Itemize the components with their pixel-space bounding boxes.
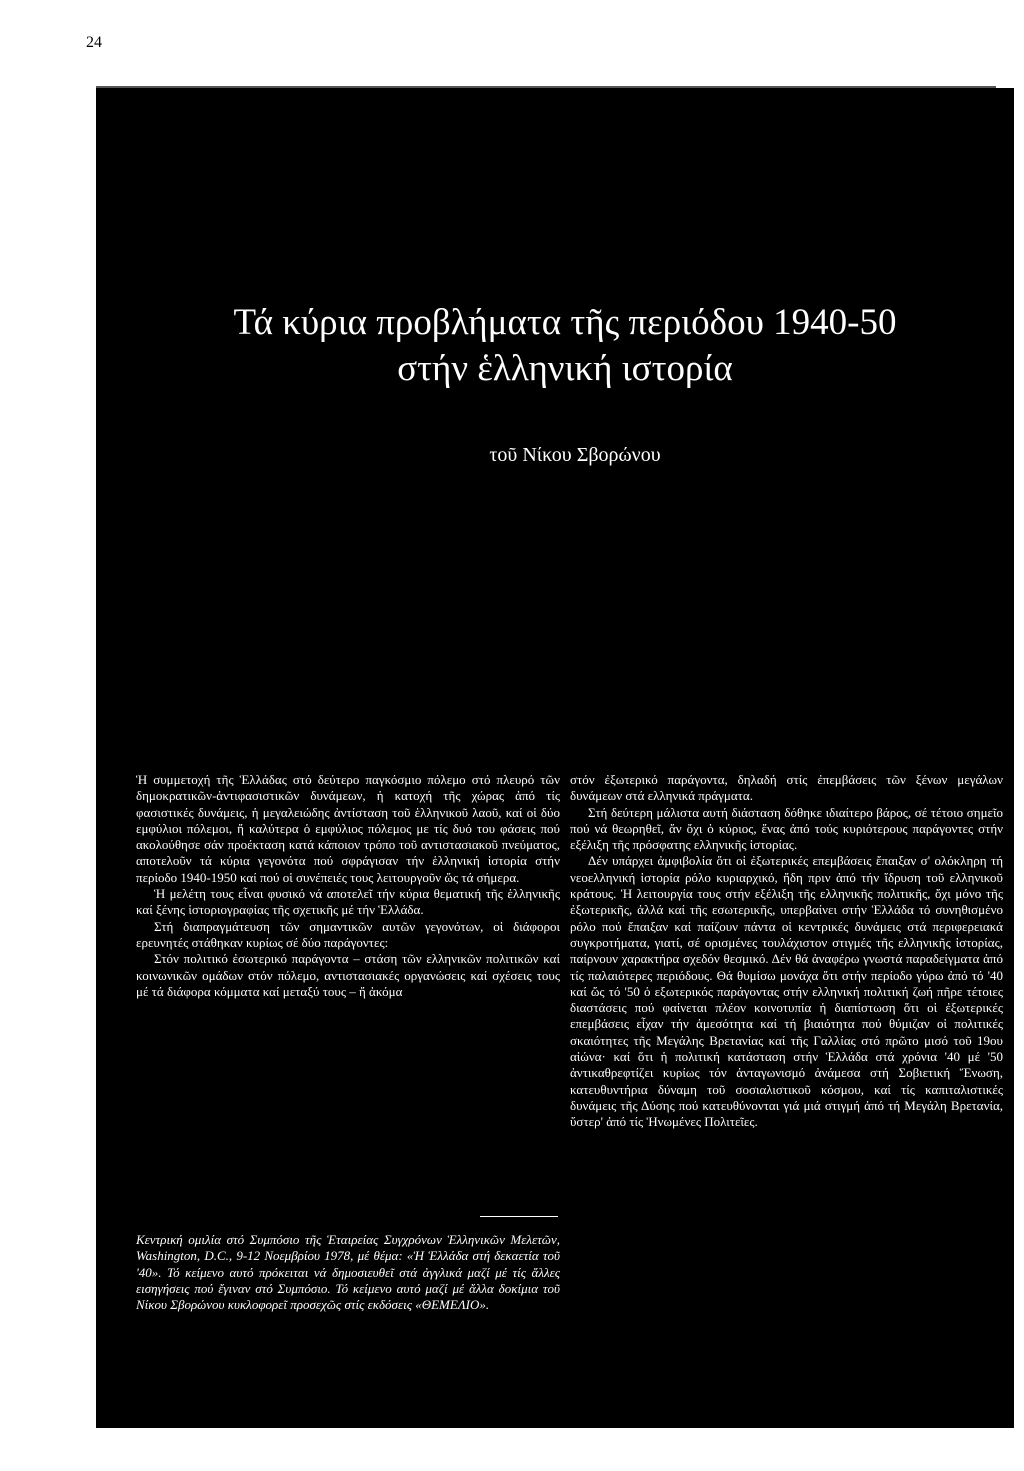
paragraph: Στή δεύτερη μάλιστα αυτή διάσταση δόθηκε ιδιαίτερο βάρος, σέ τέτοιο σημεῖο πού νά θεωρηθεῖ, ἄν ὄχι ὁ κύριος, ἕνας ἀπό τούς κυριότερους παράγοντες στήν εξέλιξη τῆς πρόσφατης ελληνικῆς ἱστορίας.	[570, 804, 1003, 853]
paragraph: Δέν υπάρχει ἀμφιβολία ὅτι οἱ ἐξωτερικές επεμβάσεις ἔπαιξαν σ' ολόκληρη τή νεοελληνική ἱστορία ρόλο κυριαρχικό, ἤδη πριν ἀπό τήν ἵδρυση τοῦ ελληνικοῦ κράτους. Ἡ λειτουργία τους στήν εξέλιξη τῆς ελληνικῆς πολιτικῆς, ὄχι μόνο τῆς ἐξωτερικῆς, ἀλλά καί τῆς εσωτερικῆς, υπερβαίνει στήν Ἑλλάδα τό συνηθισμένο ρόλο πού ἔπαιξαν καί παίζουν πάντα οἱ κεντρικές δυνάμεις στά περιφερειακά συγκροτήματα, γιατί, σέ ορισμένες τουλάχιστον στιγμές τῆς ελληνικῆς ἱστορίας, παίρνουν χαρακτήρα σχεδόν θεσμικό. Δέν θά ἀναφέρω γνωστά παραδείγματα ἀπό τίς παλαιότερες περιόδους. Θά θυμίσω μονάχα ὅτι στήν περίοδο γύρω ἀπό τό '40 καί ὥς τό '50 ὁ εξωτερικός παράγοντας στήν ελληνική πολιτική ζωή πῆρε τέτοιες διαστάσεις πού φαίνεται πλέον κοινοτυπία ἡ διαπίστωση ὅτι οἱ ἐξωτερικές επεμβάσεις εἶχαν τήν ἀμεσότητα καί τή βιαιότητα πού θύμιζαν οἱ πολιτικές σκαιότητες τῆς Μεγάλης Βρετανίας καί τῆς Γαλλίας στό πρῶτο μισό τοῦ 19ου αἰώνα· καί ὅτι ἡ πολιτική κατάσταση στήν Ἑλλάδα στά χρόνια '40 μέ '50 ἀντικαθρεφτίζει κυρίως τόν ἀνταγωνισμό ἀνάμεσα στή Σοβιετική Ἕνωση, κατευθυντήρια δύναμη τοῦ σοσιαλιστικοῦ κόσμου, καί τίς καπιταλιστικές δυνάμεις τῆς Δύσης πού κατευθύνονται γιά μιά στιγμή ἀπό τή Μεγάλη Βρετανία, ὕστερ' ἀπό τίς Ἡνωμένες Πολιτεῖες.	[570, 853, 1003, 1130]
paragraph: Ἡ συμμετοχή τῆς Ἑλλάδας στό δεύτερο παγκόσμιο πόλεμο στό πλευρό τῶν δημοκρατικῶν-ἀντιφασιστικῶν δυνάμεων, ἡ κατοχή τῆς χώρας ἀπό τίς φασιστικές δυνάμεις, ἡ μεγαλειώδης ἀντίσταση τοῦ ἑλληνικοῦ λαοῦ, καί οἱ δύο εμφύλιοι πόλεμοι, ἤ καλύτερα ὁ εμφύλιος πόλεμος με τίς δυό του φάσεις πού ακολούθησε σάν προέκταση κατά κάποιον τρόπο τοῦ αντιστασιακοῦ πνεύματος, αποτελοῦν τά κύρια γεγονότα πού σφράγισαν τήν ἑλληνική ἱστορία στήν περίοδο 1940-1950 καί πού οἱ συνέπειές τους λειτουργοῦν ὥς τά σήμερα.	[136, 772, 560, 885]
page-number: 24	[86, 34, 102, 51]
paragraph: Στή διαπραγμάτευση τῶν σημαντικῶν αυτῶν γεγονότων, οἱ διάφοροι ερευνητές στάθηκαν κυρίως σέ δύο παράγοντες:	[136, 918, 560, 950]
footnote-rule	[480, 1216, 558, 1217]
footnote-text: Κεντρική ομιλία στό Συμπόσιο τῆς Ἑταιρείας Συγχρόνων Ἑλληνικῶν Μελετῶν, Washington, D.C., 9-12 Νοεμβρίου 1978, μέ θέμα: «Ἡ Ἑλλάδα στή δεκαετία τοῦ '40». Τό κείμενο αυτό πρόκειται νά δημοσιευθεῖ στά ἀγγλικά μαζί μέ τίς ἄλλες εισηγήσεις πού ἔγιναν στό Συμπόσιο. Τό κείμενο αυτό μαζί μέ ἄλλα δοκίμια τοῦ Νίκου Σβορώνου κυκλοφορεῖ προσεχῶς στίς εκδόσεις «ΘΕΜΕΛΙΟ».	[136, 1232, 560, 1313]
footnote	[136, 1232, 560, 1313]
paragraph: Ἡ μελέτη τους εἶναι φυσικό νά αποτελεῖ τήν κύρια θεματική τῆς ἑλληνικῆς καί ξένης ἱστοριογραφίας τῆς σχετικῆς μέ τήν Ἑλλάδα.	[136, 886, 560, 918]
paragraph: Στόν πολιτικό ἐσωτερικό παράγοντα – στάση τῶν ελληνικῶν πολιτικῶν καί κοινωνικῶν ομάδων στόν πόλεμο, αντιστασιακές οργανώσεις καί σχέσεις τους μέ τά διάφορα κόμματα καί μεταξύ τους – ἤ ἀκόμα	[136, 951, 560, 999]
article-title	[110, 300, 1000, 392]
black-panel	[96, 88, 1014, 1428]
left-column	[136, 772, 560, 1000]
title-line-1: Τά κύρια προβλήματα τῆς περιόδου 1940-50	[233, 302, 897, 343]
right-column	[570, 772, 1003, 1131]
author-byline: τοῦ Νίκου Σβορώνου	[489, 444, 661, 466]
title-line-2: στήν ἑλληνική ιστορία	[397, 348, 733, 389]
paragraph: στόν ἐξωτερικό παράγοντα, δηλαδή στίς ἐπεμβάσεις τῶν ξένων μεγάλων δυνάμεων στά ελληνικά πράγματα.	[570, 772, 1003, 804]
